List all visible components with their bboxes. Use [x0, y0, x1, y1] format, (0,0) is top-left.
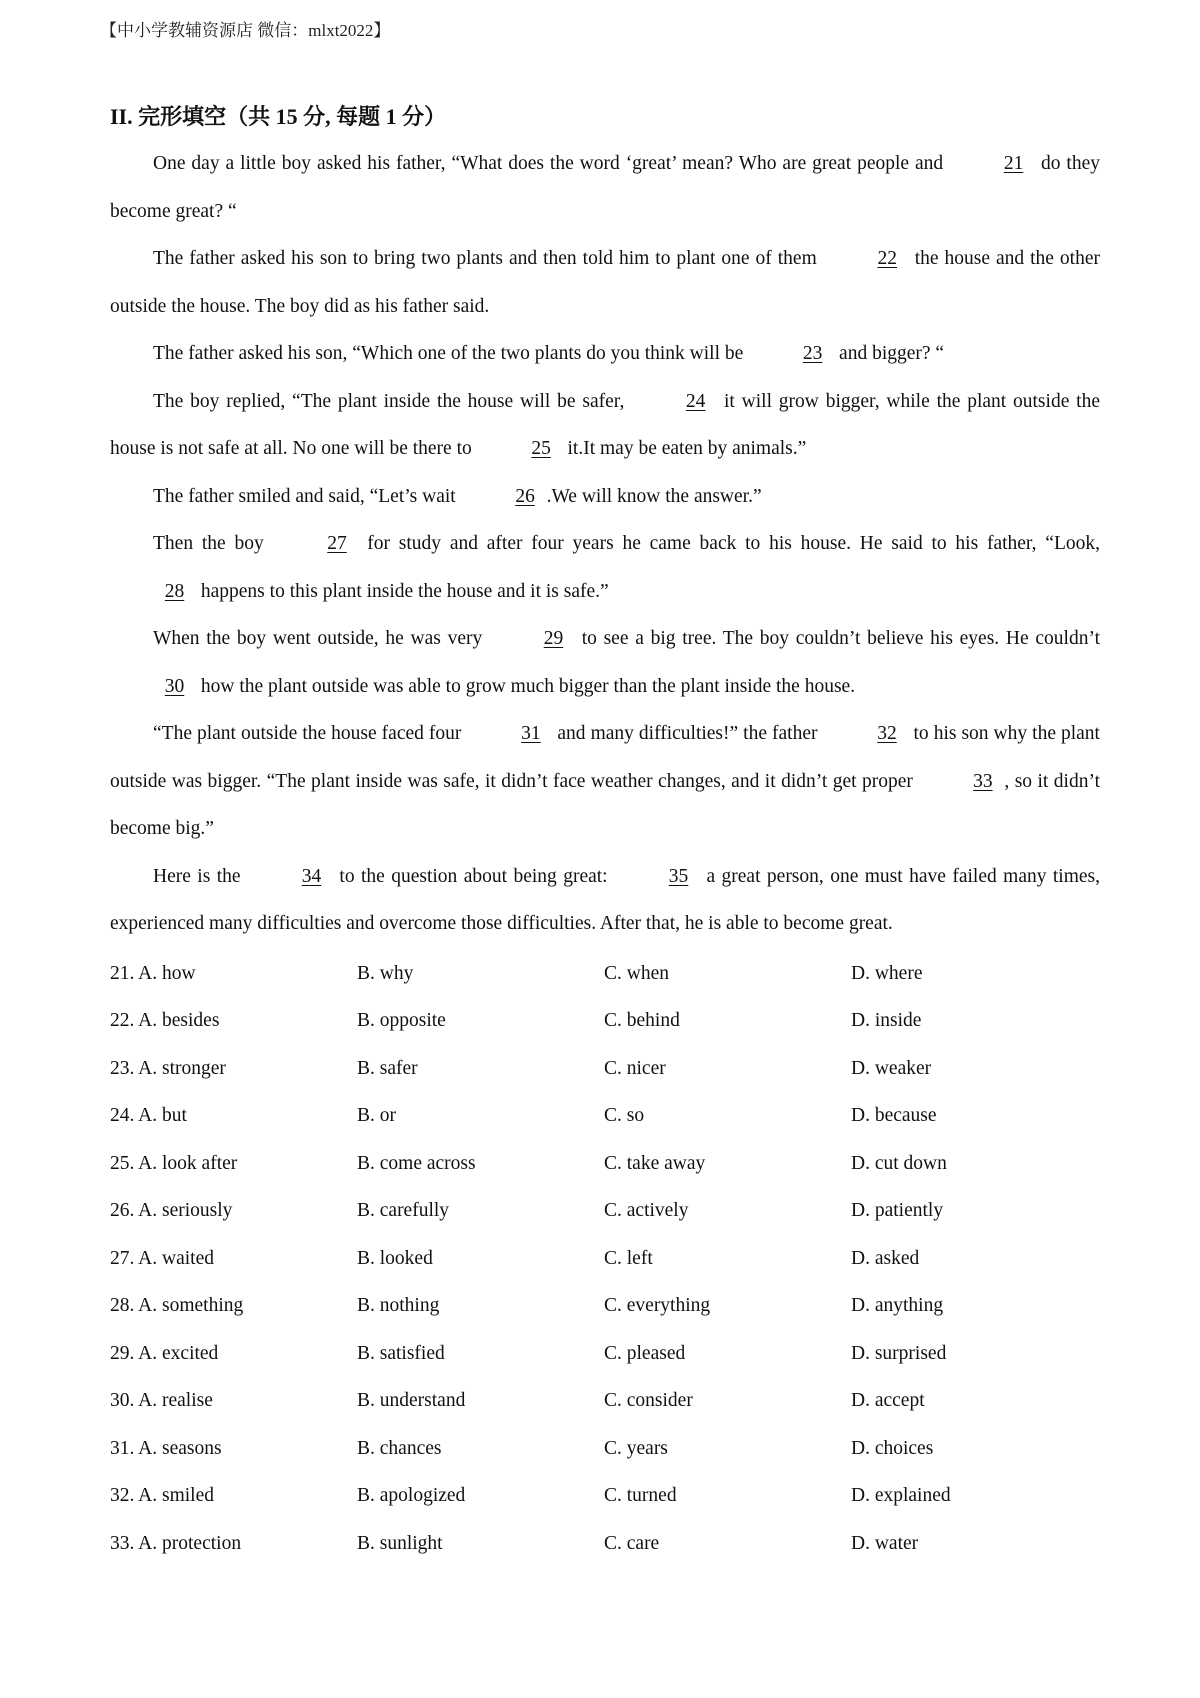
option-b: B. why	[357, 962, 414, 984]
option-b: B. sunlight	[357, 1532, 443, 1554]
question-row	[110, 1188, 1100, 1236]
question-row	[110, 1473, 1100, 1521]
option-d: D. weaker	[851, 1057, 932, 1079]
option-a: 26. A. seriously	[110, 1200, 233, 1222]
option-c: C. actively	[604, 1200, 689, 1222]
paragraph-text: The father asked his son to bring two plants and then told him to plant one of them	[153, 248, 823, 269]
option-c: C. consider	[604, 1390, 693, 1412]
paragraph-text: and bigger? “	[834, 343, 945, 364]
paragraph	[110, 378, 1100, 473]
paragraph-text: a great person, one must have failed many times, experienced many difficulties and overcome those difficulties. After that, he is able to become great.	[110, 865, 1101, 934]
option-b: B. nothing	[357, 1295, 440, 1317]
question-row	[110, 998, 1100, 1046]
blank: 23	[802, 343, 823, 364]
option-b: B. looked	[357, 1247, 433, 1269]
question-row	[110, 1330, 1100, 1378]
blank: 28	[164, 580, 185, 602]
option-d: D. patiently	[851, 1200, 944, 1222]
question-row	[110, 1093, 1100, 1141]
blank: 32	[877, 723, 897, 744]
option-d: D. accept	[851, 1390, 925, 1412]
option-a: 24. A. but	[110, 1105, 187, 1127]
option-b: B. safer	[357, 1057, 418, 1079]
option-d: D. anything	[851, 1295, 944, 1317]
option-b: B. understand	[357, 1390, 466, 1412]
section-title: II. 完形填空（共 15 分, 每题 1 分）	[110, 104, 447, 129]
option-d: D. cut down	[851, 1152, 947, 1174]
option-d: D. asked	[851, 1247, 920, 1269]
paragraph-text: Then the boy	[153, 533, 273, 554]
question-row	[110, 1283, 1100, 1331]
option-b: B. opposite	[357, 1010, 446, 1032]
option-a: 30. A. realise	[110, 1390, 213, 1412]
option-c: C. take away	[604, 1152, 706, 1174]
paragraph	[110, 853, 1100, 948]
answer-options	[110, 950, 1100, 1568]
option-d: D. explained	[851, 1485, 951, 1507]
option-c: C. years	[604, 1437, 668, 1459]
paragraph-text: , so it didn’t become big.”	[110, 770, 1101, 839]
paragraph	[110, 710, 1100, 853]
blank: 30	[164, 675, 185, 697]
blank: 22	[877, 248, 897, 269]
option-c: C. pleased	[604, 1342, 686, 1364]
paragraph-text: Here is the	[153, 865, 247, 887]
option-d: D. choices	[851, 1437, 934, 1459]
option-a: 25. A. look after	[110, 1152, 238, 1174]
question-row	[110, 1140, 1100, 1188]
paragraph	[110, 615, 1100, 710]
option-a: 22. A. besides	[110, 1010, 220, 1032]
option-b: B. apologized	[357, 1485, 466, 1507]
option-d: D. where	[851, 962, 923, 984]
blank: 31	[521, 723, 541, 744]
blank: 33	[973, 770, 993, 792]
paragraph	[110, 140, 1100, 235]
paragraph-text: One day a little boy asked his father, “What does the word ‘great’ mean? Who are great people and	[153, 153, 950, 174]
option-c: C. behind	[604, 1010, 680, 1032]
option-b: B. chances	[357, 1437, 442, 1459]
option-b: B. come across	[357, 1152, 476, 1174]
question-row	[110, 1425, 1100, 1473]
blank: 29	[543, 628, 564, 649]
option-a: 29. A. excited	[110, 1342, 219, 1364]
blank: 24	[685, 390, 706, 412]
question-row	[110, 1235, 1100, 1283]
option-b: B. satisfied	[357, 1342, 445, 1364]
option-c: C. when	[604, 962, 669, 984]
blank: 21	[1003, 153, 1024, 174]
paragraph-text: to his son why the plant outside was bigger. “The plant inside was safe, it didn’t face weather changes, and it didn’t get proper	[110, 723, 1100, 792]
paragraph-text: for study and after four years he came back to his house. He said to his father, “Look,	[358, 533, 1100, 554]
option-c: C. left	[604, 1247, 653, 1269]
paragraph-text: to see a big tree. The boy couldn’t believe his eyes. He couldn’t	[574, 628, 1100, 649]
paragraph-text: .We will know the answer.”	[546, 485, 762, 507]
option-d: D. inside	[851, 1010, 922, 1032]
paragraph-text: When the boy went outside, he was very	[153, 628, 489, 649]
question-row	[110, 1045, 1100, 1093]
option-a: 31. A. seasons	[110, 1437, 222, 1459]
option-a: 28. A. something	[110, 1295, 244, 1317]
paragraph-text: it will grow bigger, while the plant outside the house is not safe at all. No one will be there to	[110, 390, 1100, 459]
blank: 27	[327, 533, 347, 554]
paragraph-text: “The plant outside the house faced four	[153, 723, 467, 744]
paragraph-text: the house and the other outside the house. The boy did as his father said.	[110, 248, 1100, 317]
option-d: D. water	[851, 1532, 919, 1554]
blank: 25	[531, 438, 551, 459]
option-b: B. carefully	[357, 1200, 450, 1222]
question-row	[110, 950, 1100, 998]
question-row	[110, 1378, 1100, 1426]
option-a: 33. A. protection	[110, 1532, 242, 1554]
paragraph	[110, 235, 1100, 330]
paragraph-text: it.It may be eaten by animals.”	[562, 438, 807, 459]
option-a: 32. A. smiled	[110, 1485, 215, 1507]
option-d: D. surprised	[851, 1342, 947, 1364]
option-d: D. because	[851, 1105, 937, 1127]
paragraph-text: how the plant outside was able to grow much bigger than the plant inside the house.	[196, 675, 856, 697]
question-row	[110, 1520, 1100, 1568]
paragraph-text: The boy replied, “The plant inside the house will be safer,	[153, 390, 632, 412]
passage	[110, 140, 1100, 948]
paragraph	[110, 473, 1100, 521]
paragraph	[110, 520, 1100, 615]
option-c: C. nicer	[604, 1057, 666, 1079]
paragraph-text: and many difficulties!” the father	[552, 723, 823, 744]
paragraph-text: happens to this plant inside the house and it is safe.”	[196, 580, 609, 602]
blank: 26	[515, 485, 535, 507]
option-a: 21. A. how	[110, 962, 196, 984]
paragraph-text: The father asked his son, “Which one of the two plants do you think will be	[153, 343, 749, 364]
paragraph-text: The father smiled and said, “Let’s wait	[153, 485, 461, 507]
option-a: 23. A. stronger	[110, 1057, 226, 1079]
option-c: C. care	[604, 1532, 660, 1554]
option-c: C. so	[604, 1105, 645, 1127]
blank: 35	[668, 865, 689, 887]
option-c: C. turned	[604, 1485, 677, 1507]
header-note: 【中小学教辅资源店 微信：mlxt2022】	[100, 21, 391, 40]
option-b: B. or	[357, 1105, 396, 1127]
blank: 34	[301, 865, 322, 887]
paragraph	[110, 330, 1100, 378]
option-a: 27. A. waited	[110, 1247, 214, 1269]
paragraph-text: to the question about being great:	[332, 865, 615, 887]
paragraph-text: do they become great? “	[110, 153, 1100, 222]
option-c: C. everything	[604, 1295, 711, 1317]
